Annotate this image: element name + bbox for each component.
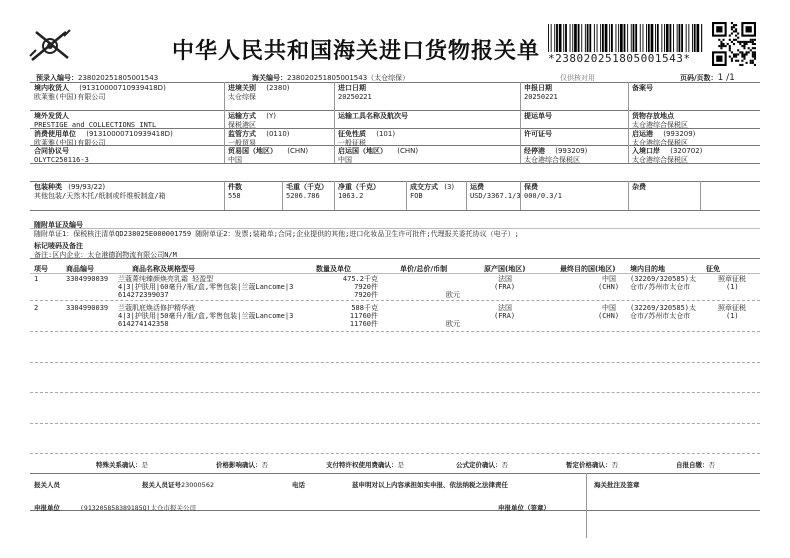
barcode-text: *238020251805001543* — [548, 52, 691, 65]
field-r5-6: 保费 000/0.3/1 — [524, 183, 562, 200]
item-qty-line: 7920件 — [354, 291, 378, 299]
col-header-5: 原产国(地区) — [484, 265, 526, 273]
field-r4-2: 启运国（地区） (CHN) 中国 — [338, 147, 419, 164]
item-code: 3304990039 — [66, 304, 109, 312]
item-destination: (32269/320585)太 — [630, 275, 697, 283]
item-name-line: 614274142358 — [118, 320, 169, 328]
field-r5-5: 运费 USD/3367.1/3 — [470, 183, 521, 200]
field-r4-1: 贸易国（地区） (CHN) 中国 — [228, 147, 309, 164]
item-qty-line: 588千克 — [351, 304, 378, 312]
field-r2-0: 境外发货人 PRESTIGE and COLLECTIONS INTL — [34, 112, 157, 129]
field-r2-1: 运输方式 (Y) 保税港区 — [228, 112, 276, 129]
field-r5-4: 成交方式 (3) FOB — [410, 183, 455, 200]
field-r5-7: 杂费 — [632, 183, 646, 191]
page-number: 页码/页数：1 /1 — [680, 73, 735, 83]
confirm-4: 暂定价格确认：否 — [566, 461, 618, 469]
item-name-line: 614272399037 — [118, 291, 169, 299]
item-qty-line: 7920件 — [354, 283, 378, 291]
col-header-2: 商品名称及规格型号 — [132, 265, 195, 273]
field-r3-3: 许可证号 — [524, 130, 552, 138]
marks-remarks: 标记唛码及备注 备注:区内企业：太仓港德润物流有限公司N/M — [34, 242, 177, 259]
declaring-unit-label: 申报单位 — [34, 504, 60, 512]
item-destination: (32269/320585)太 — [630, 304, 697, 312]
watermark-text: 仅供核对用 — [560, 74, 595, 82]
item-dest-country: 中国 — [602, 275, 616, 283]
field-r2-2: 运输工具名称及航次号 — [338, 112, 408, 120]
legal-statement: 兹申明对以上内容承担如实申报、依法纳税之法律责任 — [352, 481, 508, 489]
item-duty: 照章征税 — [718, 304, 746, 312]
field-r5-1: 件数 558 — [228, 183, 242, 200]
item-origin: (FRA) — [494, 312, 516, 320]
field-r3-0: 消费使用单位 (91310000710939418D) 欧莱雅(中国)有限公司 — [34, 130, 173, 147]
field-r4-3: 经停港 (993209) 太仓港综合保税区 — [524, 147, 588, 164]
item-qty-line: 11760件 — [349, 320, 378, 328]
field-r1-1: 进境关别 (2380) 太仓综保 — [228, 84, 290, 101]
item-duty: 照章征税 — [718, 275, 746, 283]
field-r2-3: 提运单号 — [524, 112, 552, 120]
item-name-line: 兰蔻肌底焕活修护精华液 — [118, 304, 195, 312]
field-r4-0: 合同协议号 OLYTC250116-3 — [34, 147, 89, 164]
field-r1-3: 申报日期 20250221 — [524, 84, 558, 101]
item-code: 3304990039 — [66, 275, 109, 283]
item-destination: 仓市/苏州市太仓市 — [630, 312, 691, 320]
declarant-cert: 报关人员证号23000562 — [142, 481, 215, 489]
col-header-8: 征免 — [706, 265, 720, 273]
field-r5-0: 包装种类 (99/93/22) 其他包装/天然木托/纸制或纤维板制盒/箱 — [34, 183, 166, 200]
field-r1-2: 进口日期 20250221 — [338, 84, 372, 101]
field-r3-4: 启运港 (993209) 太仓港综合保税区 — [632, 130, 696, 147]
item-currency: 欧元 — [446, 291, 460, 299]
customs-emblem-icon — [26, 28, 74, 64]
qr-code — [712, 22, 756, 66]
col-header-4: 单价/总价/币制 — [400, 265, 448, 273]
field-r2-4: 货物存放地点 太仓港综合保税区 — [632, 112, 688, 129]
item-dest-country: (CHN) — [598, 283, 620, 291]
field-r5-3: 净重（千克） 1063.2 — [338, 183, 380, 200]
item-duty: (1) — [726, 312, 739, 320]
col-header-3: 数量及单位 — [316, 265, 351, 273]
confirm-1: 价格影响确认：否 — [216, 461, 268, 469]
confirm-5: 自报自缴：否 — [676, 461, 715, 469]
declarant-label: 报关人员 — [34, 481, 60, 489]
item-origin: 法国 — [498, 304, 512, 312]
item-duty: (1) — [726, 283, 739, 291]
item-origin: (FRA) — [494, 283, 516, 291]
col-header-6: 最终目的国(地区) — [560, 265, 616, 273]
item-destination: 仓市/苏州市太仓市 — [630, 283, 691, 291]
field-r1-0: 境内收货人 (91310000710939418D) 欧莱雅(中国)有限公司 — [34, 84, 166, 101]
item-no: 2 — [34, 304, 39, 312]
item-dest-country: (CHN) — [598, 312, 620, 320]
attached-docs: 随附单证及编号 随附单证1：保税核注清单QD238025E000001759 随附单证2：发票;装箱单;合同;企业提供的其他;进口化妆品卫生许可批件;代理报关委托协议（电子）; — [34, 221, 519, 238]
item-name-line: 兰蔻菁纯臻颜焕亮乳霜 轻盈型 — [118, 275, 214, 283]
field-r3-1: 监管方式 (0110) 一般贸易 — [228, 130, 290, 147]
customs-remark-label: 海关批注及签章 — [594, 481, 640, 489]
item-currency: 欧元 — [446, 320, 460, 328]
field-r5-2: 毛重（千克） 5206.786 — [286, 183, 328, 200]
item-name-line: 4|3|护肤用|50毫升/瓶/盒,零售包装|兰蔻Lancome|3 — [118, 312, 294, 320]
declaring-unit-seal: 申报单位（签章） — [498, 504, 550, 512]
col-header-0: 项号 — [34, 265, 48, 273]
barcode — [548, 24, 703, 52]
item-dest-country: 中国 — [602, 304, 616, 312]
item-qty-line: 11760件 — [349, 312, 378, 320]
item-no: 1 — [34, 275, 39, 283]
field-r4-4: 入境口岸 (320702) 太仓港综合保税区 — [632, 147, 703, 164]
declaring-unit-value: (913205858389185Q)太仓市报关公司 — [80, 504, 196, 512]
item-name-line: 4|3|护肤用|60毫升/瓶/盒,零售包装|兰蔻Lancome|3 — [118, 283, 294, 291]
field-r3-2: 征免性质 (101) 一般征税 — [338, 130, 396, 147]
pre-entry-no: 预录入编号：238020251805001543 — [36, 74, 159, 82]
confirm-2: 支付特许权使用费确认：是 — [326, 461, 404, 469]
phone-label: 电话 — [292, 481, 305, 489]
item-origin: 法国 — [498, 275, 512, 283]
col-header-7: 境内目的地 — [630, 265, 665, 273]
field-r1-4: 备案号 — [632, 84, 653, 92]
customs-no: 海关编号：238020251805001543（太仓综保） — [252, 74, 410, 82]
col-header-1: 商品编号 — [66, 265, 94, 273]
page-title: 中华人民共和国海关进口货物报关单 — [172, 39, 541, 64]
confirm-3: 公式定价确认：否 — [456, 461, 508, 469]
confirm-0: 特殊关系确认：是 — [96, 461, 148, 469]
item-qty-line: 475.2千克 — [342, 275, 378, 283]
